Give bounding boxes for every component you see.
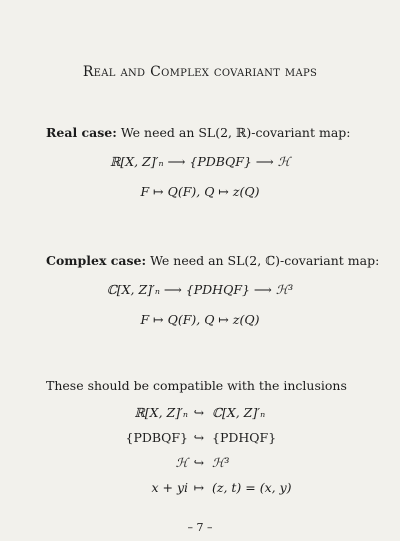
page-title: Real and Complex covariant maps — [82, 64, 318, 80]
page-number: – 7 – — [187, 521, 213, 534]
inclusion-arrow: ↪ — [193, 405, 205, 420]
inclusion-arrow: ↪ — [193, 455, 205, 470]
inclusion-left: {PDBQF} — [125, 430, 188, 445]
complex-case-text: We need an SL(2, ℂ)-covariant map: — [150, 253, 380, 268]
real-assignment-formula: F ↦ Q(F), Q ↦ z(Q) — [140, 184, 260, 199]
real-case-text: We need an SL(2, ℝ)-covariant map: — [120, 125, 351, 140]
inclusion-arrow: ↪ — [193, 430, 205, 445]
inclusion-left: ℝ[X, Z]′ₙ — [134, 405, 188, 420]
real-map-formula: ℝ[X, Z]′ₙ ⟶ {PDBQF} ⟶ ℋ — [109, 154, 291, 169]
complex-map-formula: ℂ[X, Z]′ₙ ⟶ {PDHQF} ⟶ ℋ³ — [106, 282, 294, 297]
inclusion-left: x + yi — [151, 480, 188, 495]
complex-case-label: Complex case: — [46, 253, 147, 268]
inclusion-right: (z, t) = (x, y) — [212, 480, 292, 495]
compatibility-text: These should be compatible with the inclusions — [46, 378, 347, 393]
inclusion-left: ℋ — [175, 455, 188, 470]
complex-case-line — [46, 253, 379, 268]
real-case-label: Real case: — [46, 125, 117, 140]
complex-assignment-formula: F ↦ Q(F), Q ↦ z(Q) — [140, 312, 260, 327]
inclusion-right: {PDHQF} — [212, 430, 277, 445]
inclusion-right: ℂ[X, Z]′ₙ — [212, 405, 266, 420]
inclusion-right: ℋ³ — [212, 455, 230, 470]
real-case-line — [46, 125, 351, 140]
inclusion-arrow: ↦ — [193, 480, 205, 495]
